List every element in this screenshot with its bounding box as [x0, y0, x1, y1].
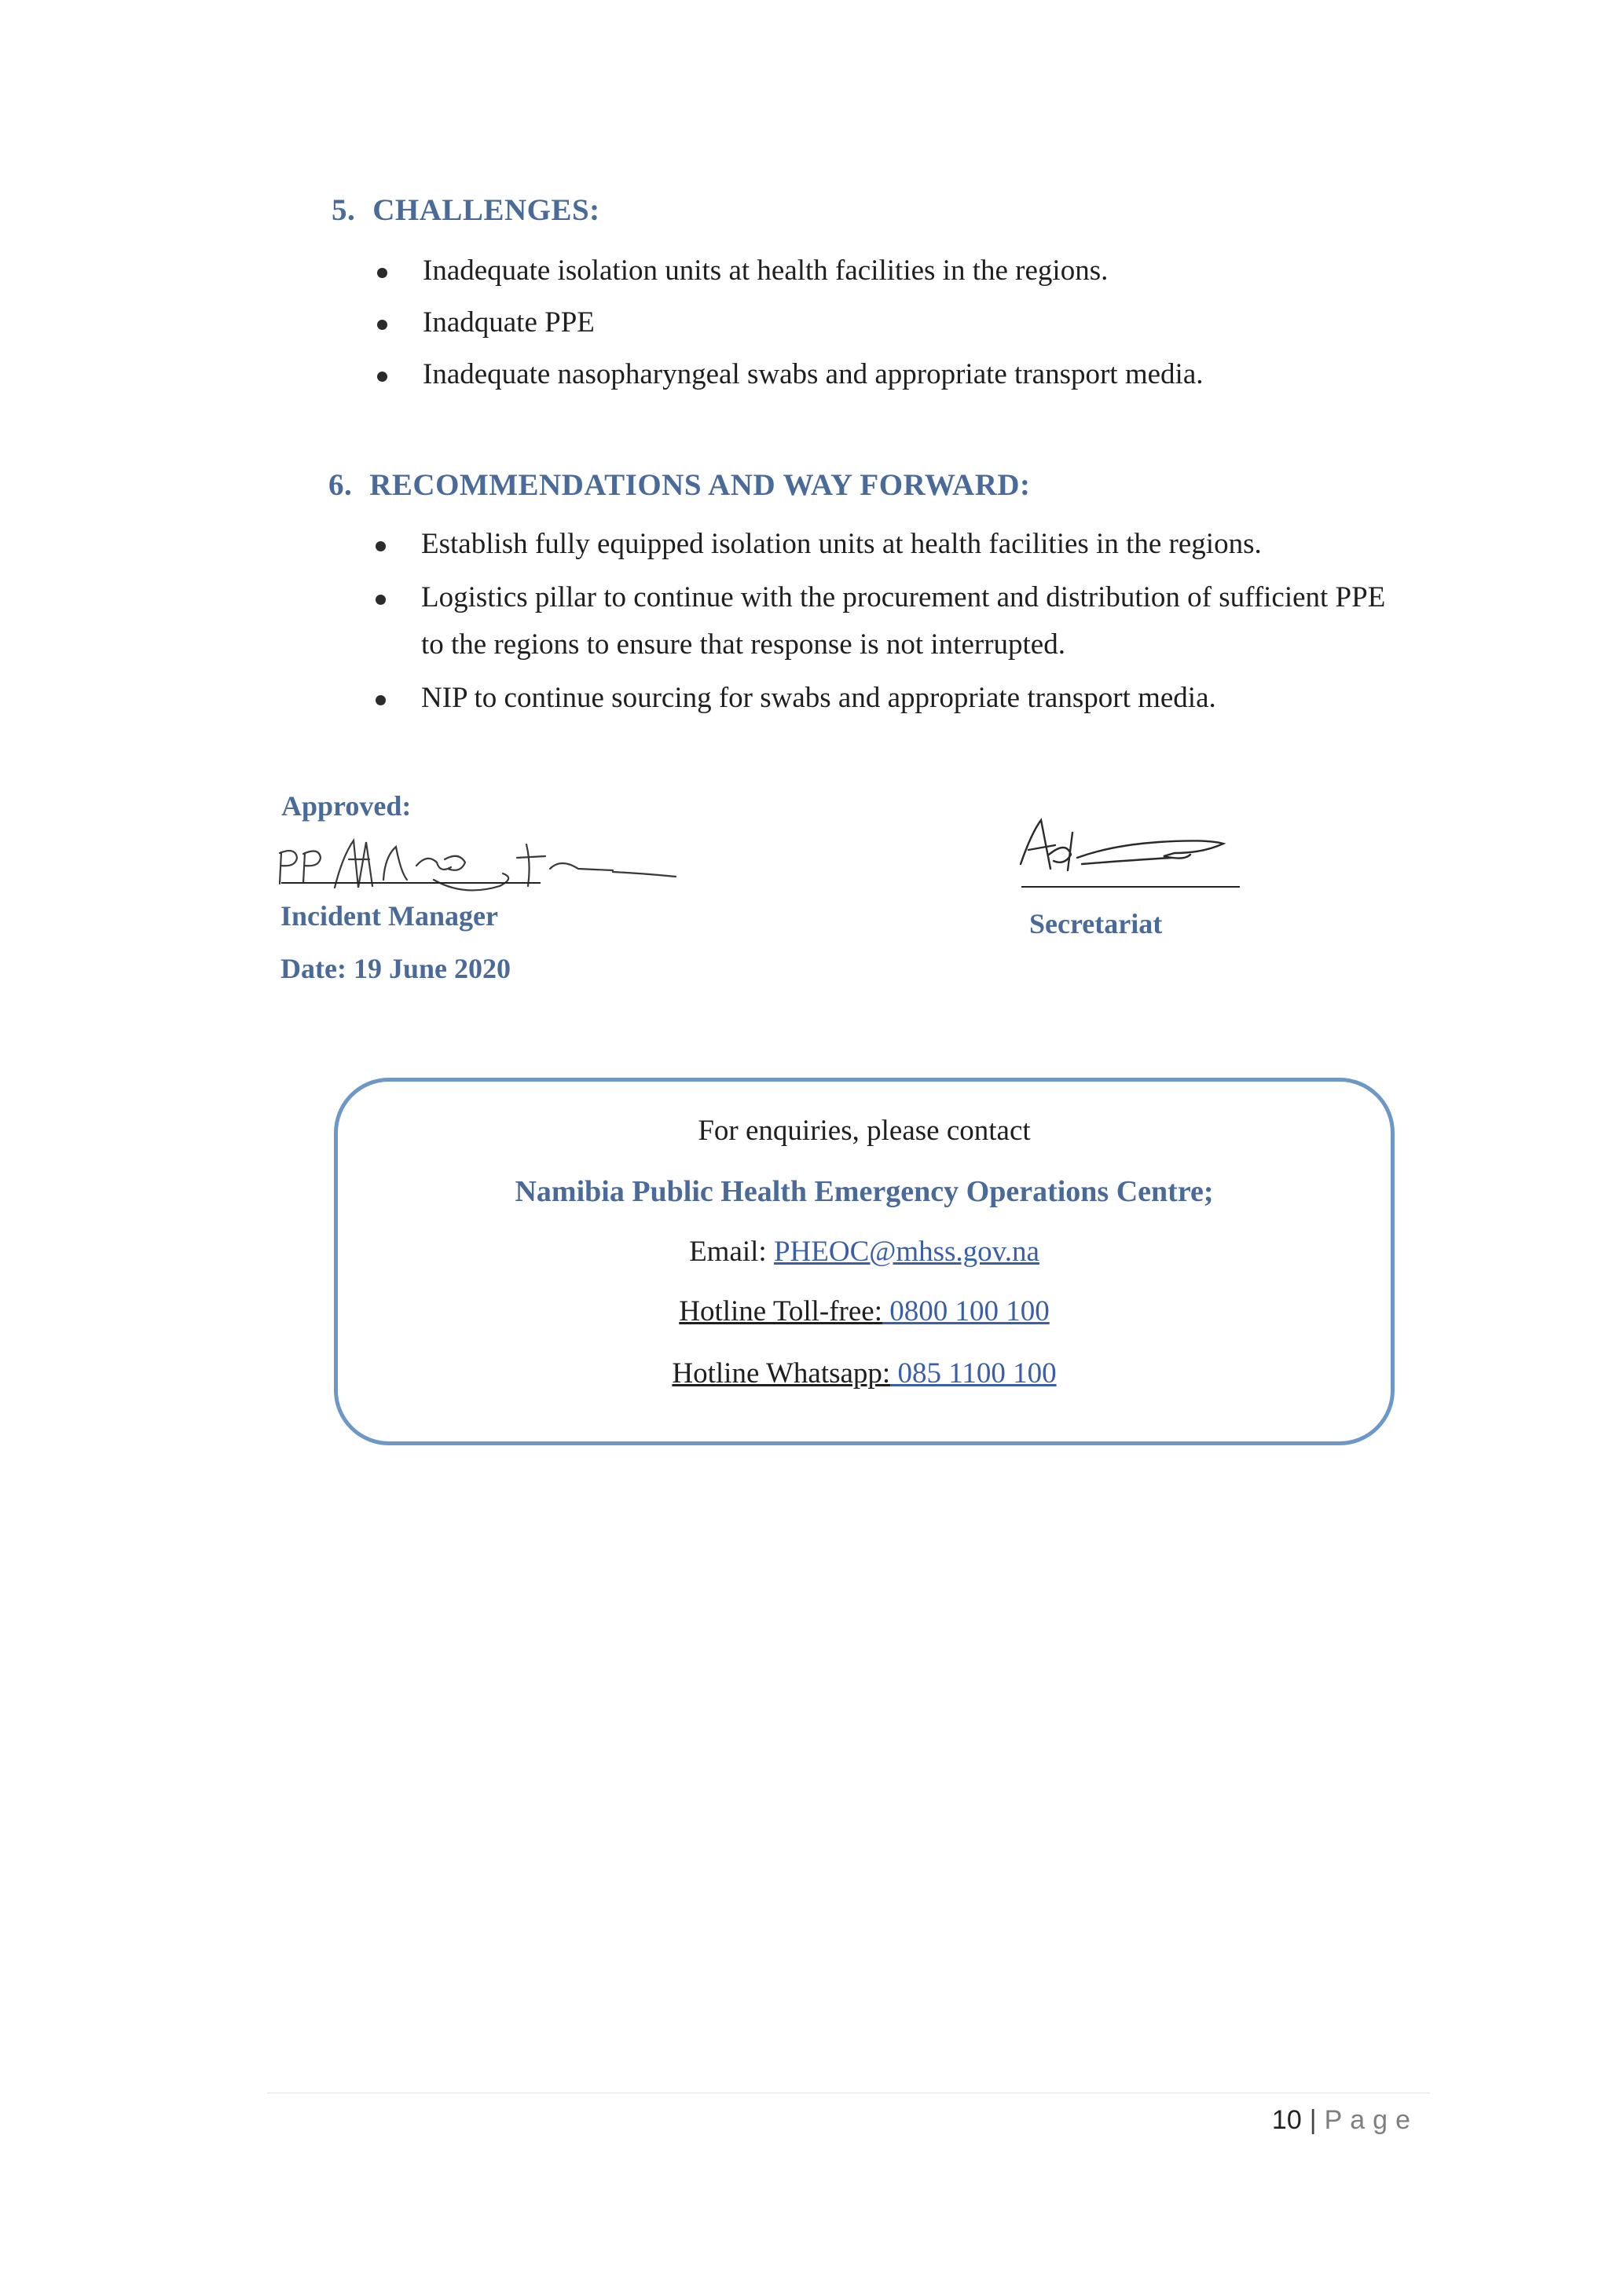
approval-date: Date: 19 June 2020: [280, 953, 511, 984]
bullet-icon: [377, 372, 387, 382]
incident-manager-label: Incident Manager: [280, 900, 498, 932]
recommendations-heading: [328, 467, 1031, 503]
whatsapp-number[interactable]: 085 1100 100: [890, 1357, 1057, 1390]
contact-organisation: Namibia Public Health Emergency Operations Centre;: [515, 1175, 1214, 1208]
contact-email-row: [334, 1235, 1395, 1269]
contact-whatsapp-row: [334, 1357, 1395, 1390]
signature-strokes: [1021, 820, 1223, 870]
list-item: Inadequate isolation units at health facilities in the regions.: [377, 247, 1204, 295]
list-item: Inadquate PPE: [377, 299, 1204, 346]
tollfree-label: Hotline Toll-free:: [679, 1295, 882, 1327]
list-item: Logistics pillar to continue with the procurement and distribution of sufficient PPE to the regions to ensure that response is not interrupted.: [376, 574, 1385, 668]
approved-label: Approved:: [281, 790, 412, 822]
secretariat-signature-line: [1021, 886, 1240, 888]
recommendations-list: [376, 521, 1385, 722]
challenges-title: CHALLENGES:: [372, 193, 600, 227]
recommendations-title: RECOMMENDATIONS AND WAY FORWARD:: [369, 468, 1031, 502]
whatsapp-label: Hotline Whatsapp:: [672, 1357, 891, 1390]
bullet-icon: [377, 320, 387, 330]
challenges-number: 5.: [332, 193, 356, 227]
bullet-icon: [377, 268, 387, 278]
email-link[interactable]: PHEOC@mhss.gov.na: [773, 1236, 1039, 1268]
page-word: Page: [1324, 2105, 1418, 2135]
bullet-icon: [376, 541, 386, 551]
tollfree-number[interactable]: 0800 100 100: [882, 1295, 1050, 1327]
secretariat-signature: [1010, 809, 1245, 888]
challenges-list: [377, 247, 1204, 398]
recommendations-number: 6.: [328, 468, 353, 502]
secretariat-label: Secretariat: [1029, 908, 1163, 939]
email-label: Email:: [689, 1236, 774, 1268]
list-item: NIP to continue sourcing for swabs and appropriate transport media.: [376, 675, 1385, 722]
page-number: 10: [1271, 2105, 1302, 2135]
contact-intro: For enquiries, please contact: [698, 1115, 1031, 1147]
page-footer: [1272, 2105, 1418, 2136]
signature-line: [281, 882, 541, 884]
footer-separator: |: [1309, 2105, 1317, 2135]
bullet-icon: [376, 695, 386, 705]
list-item: Establish fully equipped isolation units at health facilities in the regions.: [376, 521, 1385, 568]
challenges-heading: [332, 192, 600, 228]
contact-tollfree-row: [334, 1294, 1395, 1328]
bullet-icon: [376, 595, 386, 605]
list-item: Inadequate nasopharyngeal swabs and appropriate transport media.: [377, 351, 1204, 398]
